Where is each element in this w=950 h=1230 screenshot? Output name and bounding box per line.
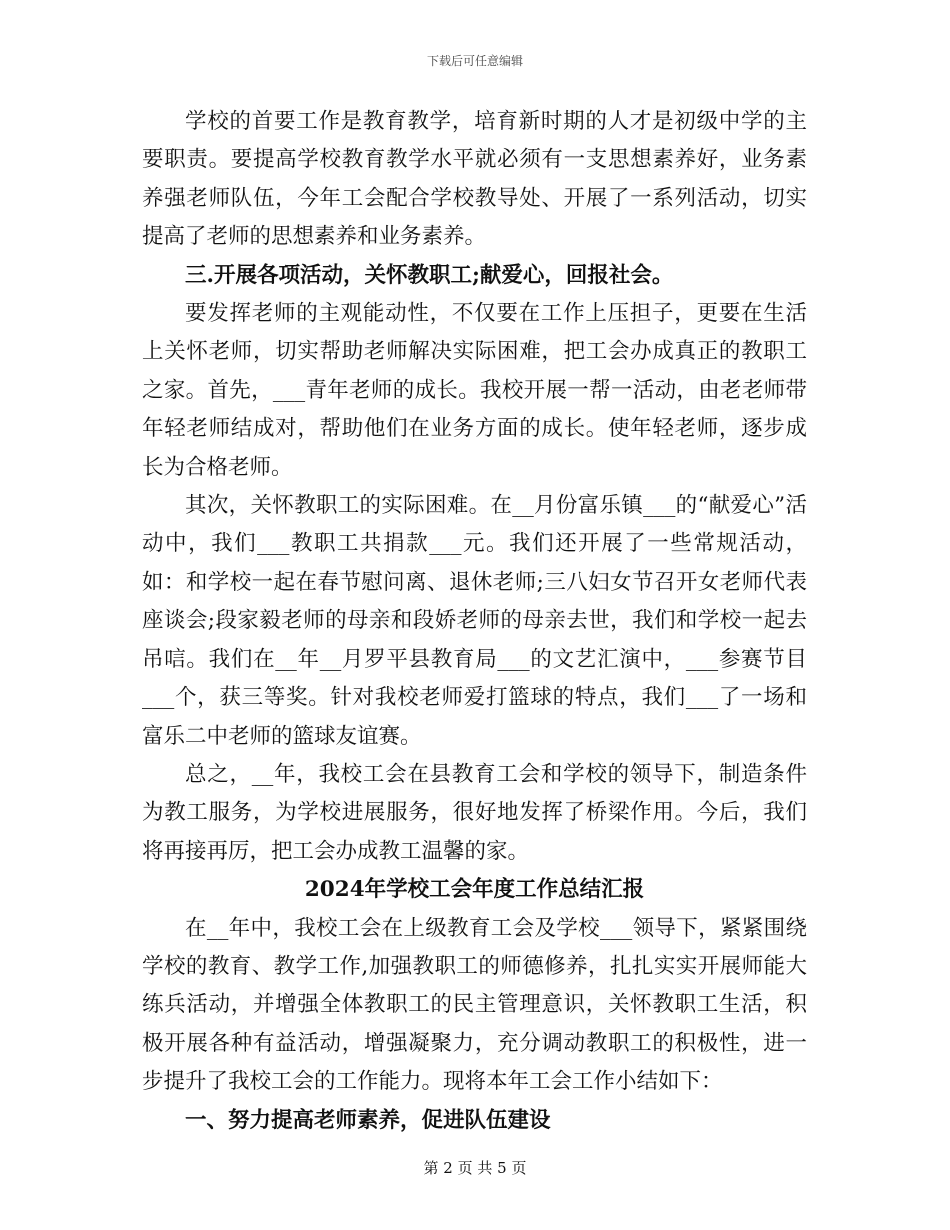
document-title: 2024年学校工会年度工作总结汇报 bbox=[304, 877, 645, 903]
document-body bbox=[142, 103, 807, 1140]
paragraph-summary: 总之，__年，我校工会在县教育工会和学校的领导下，制造条件为教工服务，为学校进展服务，很好地发挥了桥梁作用。今后，我们将再接再厉，把工会办成教工温馨的家。 bbox=[142, 761, 807, 864]
paragraph-intro: 在__年中，我校工会在上级教育工会及学校___领导下，紧紧围绕学校的教育、教学工作,加强教职工的师德修养，扎扎实实开展师能大练兵活动，并增强全体教职工的民主管理意识，关怀教职工生活，积极开展各种有益活动，增强凝聚力，充分调动教职工的积极性，进一步提升了我校工会的工作能力。现将本年工会工作小结如下： bbox=[142, 915, 807, 1095]
page-header: 下载后可任意编辑 bbox=[426, 54, 523, 68]
page-number: 第 2 页 共 5 页 bbox=[423, 1159, 527, 1177]
section-heading-quality: 一、努力提高老师素养，促进队伍建设 bbox=[185, 1107, 551, 1133]
paragraph-difficulties: 其次，关怀教职工的实际困难。在__月份富乐镇___的“献爱心”活动中，我们___教职工共捐款___元。我们还开展了一些常规活动，如：和学校一起在春节慰问离、退休老师;三八妇女节召开女老师代表座谈会;段家毅老师的母亲和段娇老师的母亲去世，我们和学校一起去吊唁。我们在__年__月罗平县教育局___的文艺汇演中，___参赛节目___个，获三等奖。针对我校老师爱打篮球的特点，我们___了一场和富乐二中老师的篮球友谊赛。 bbox=[142, 493, 807, 749]
paragraph-care-teachers: 要发挥老师的主观能动性，不仅要在工作上压担子，更要在生活上关怀老师，切实帮助老师解决实际困难，把工会办成真正的教职工之家。首先，___青年老师的成长。我校开展一帮一活动，由老老师带年轻老师结成对，帮助他们在业务方面的成长。使年轻老师，逐步成长为合格老师。 bbox=[142, 301, 807, 480]
section-heading-activities: 三.开展各项活动，关怀教职工;献爱心，回报社会。 bbox=[185, 262, 674, 288]
paragraph-duties: 学校的首要工作是教育教学，培育新时期的人才是初级中学的主要职责。要提高学校教育教学水平就必须有一支思想素养好，业务素养强老师队伍，今年工会配合学校教导处、开展了一系列活动，切实提高了老师的思想素养和业务素养。 bbox=[142, 109, 807, 250]
